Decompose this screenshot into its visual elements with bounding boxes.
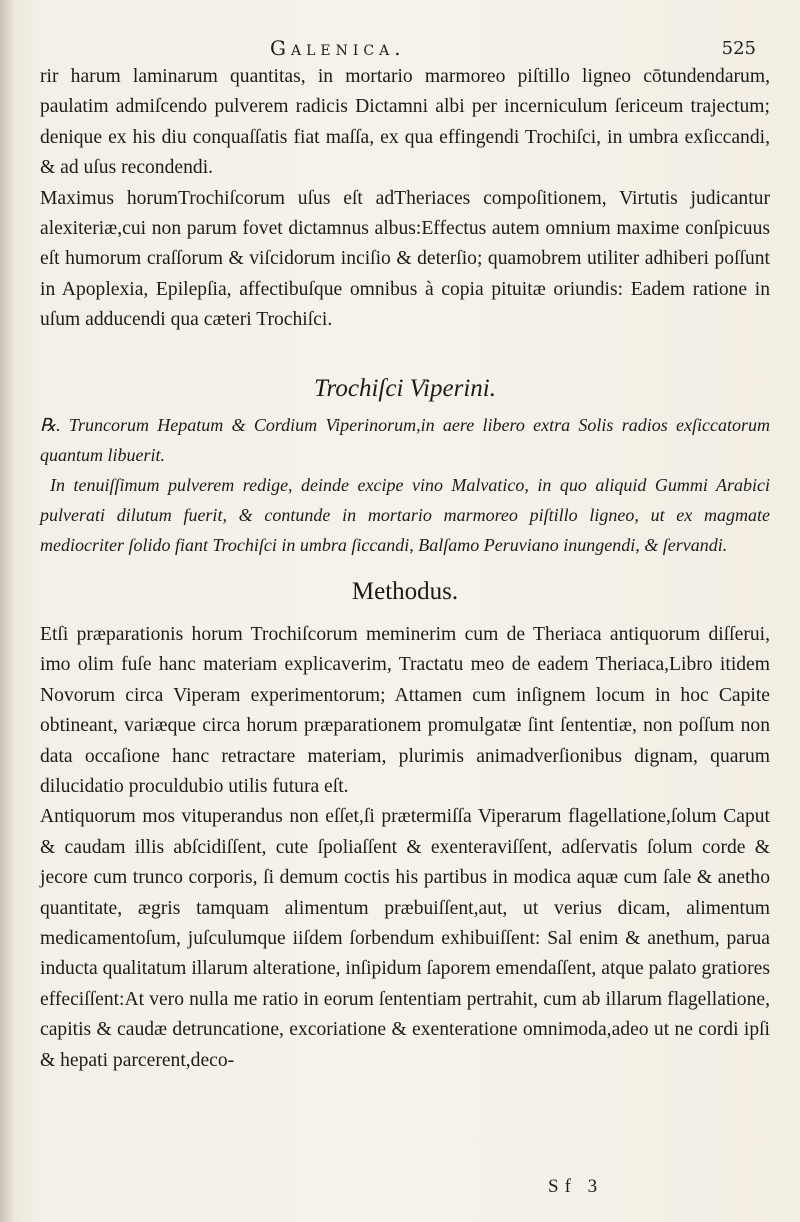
page-gutter-shadow xyxy=(0,0,14,1222)
paragraph-1: rir harum laminarum quantitas, in mortario marmoreo piſtillo ligneo cōtundendarum, paulatim admiſcendo pulverem radicis Dictamni albi per incerniculum ſericeum trajectum; denique ex his diu conquaſſatis fiat maſſa, ex qua effingendi Trochiſci, in umbra exſiccandi, & ad uſus recondendi. xyxy=(40,66,770,179)
section-title: Trochiſci Viperini. xyxy=(314,375,496,402)
paragraph-3: Etſi præparationis horum Trochiſcorum meminerim cum de Theriaca antiquorum diſſerui, imo olim fuſe hanc materiam explicaverim, Tractatu meo de eadem Theriaca,Libro itidem Novorum circa Viperam experimentorum; Attamen cum inſignem locum in hoc Capite obtineant, variæque circa horum præparationem promulgatæ ſint ſententiæ, non poſſum non data occaſione hanc retractare materiam, plurimis animadverſionibus dignam, quarum dilucidatio proculdubio utilis futura eſt. xyxy=(40,624,770,798)
text-block-bottom xyxy=(40,620,770,1076)
recipe-block xyxy=(40,410,770,560)
paragraph-2: Maximus horumTrochiſcorum uſus eſt adTheriaces compoſitionem, Virtutis judicantur alexiteriæ,cui non parum fovet dictamnus albus:Effectus autem omnium maxime conſpicuus eſt humorum craſſorum & viſcidorum inciſio & deterſio; quamobrem utiliter adhiberi poſſunt in Apoplexia, Epilepſia, affectibuſque omnibus à copia pituitæ oriundis: Eadem ratione in uſum adducendi qua cæteri Trochiſci. xyxy=(40,187,770,331)
paragraph-4: Antiquorum mos vituperandus non eſſet,ſi prætermiſſa Viperarum flagellatione,ſolum Caput & caudam illis abſcidiſſent, cute ſpoliaſſent & exenteraviſſent, adſervatis ſolum corde & jecore cum trunco corporis, ſi demum coctis his partibus in modica aquæ cum ſale & anetho quantitate, ægris tamquam alimentum præbuiſſent,aut, ut verius dicam, alimentum medicamentoſum, juſculumque iiſdem ſorbendum exhibuiſſent: Sal enim & anethum, parua inducta qualitatum illarum alteratione, inſipidum ſaporem emendaſſent, atque palato gratiores effeciſſent:At vero nulla me ratio in eorum ſententiam pertrahit, cum ab illarum flagellatione, capitis & caudæ detruncatione, excoriatione & exenteratione omnimoda,adeo ut ne cordi ipſi & hepati parcerent,deco- xyxy=(40,806,770,1071)
text-block-top xyxy=(40,62,770,336)
running-head: Galenica. xyxy=(270,36,406,60)
method-heading: Methodus. xyxy=(351,578,459,605)
page-number: 525 xyxy=(721,38,756,59)
signature-mark: Sf 3 xyxy=(548,1176,604,1197)
recipe-ingredients: ℞. Truncorum Hepatum & Cordium Viperinorum,in aere libero extra Solis radios exſiccatorum quantum libuerit. xyxy=(40,415,770,465)
recipe-instructions: In tenuiſſimum pulverem redige, deinde excipe vino Malvatico, in quo aliquid Gummi Arabici pulverati dilutum fuerit, & contunde in mortario marmoreo piſtillo ligneo, ut ex magmate mediocriter ſolido fiant Trochiſci in umbra ſiccandi, Balſamo Peruviano inungendi, & ſervandi. xyxy=(40,475,770,555)
